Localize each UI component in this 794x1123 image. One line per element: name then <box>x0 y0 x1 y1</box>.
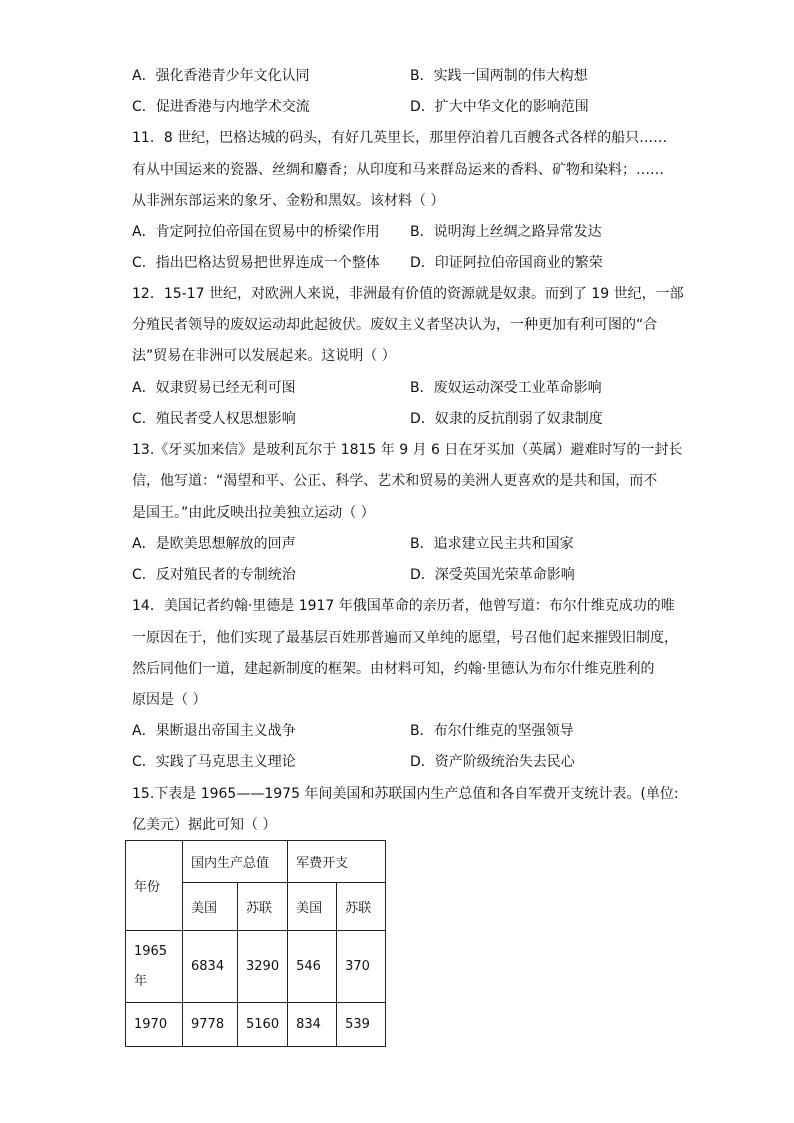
q14-option-d: D．资产阶级统治失去民心 <box>410 754 575 770</box>
table-cell: 9778 <box>183 1003 238 1047</box>
q14-stem-line: 14．美国记者约翰·里德是 1917 年俄国革命的亲历者，他曾写道：布尔什维克成功的唯 <box>132 598 675 614</box>
q11-stem-line: 11．8 世纪，巴格达城的码头，有好几英里长，那里停泊着几百艘各式各样的船只…… <box>132 130 668 146</box>
table-row <box>126 931 386 1003</box>
q11-option-a: A．肯定阿拉伯帝国在贸易中的桥梁作用 <box>132 224 380 240</box>
table-cell: 370 <box>337 931 386 1003</box>
table-cell: 546 <box>288 931 337 1003</box>
q12-option-c: C．殖民者受人权思想影响 <box>132 411 296 427</box>
q15-stem-line: 亿美元）据此可知（ ） <box>132 817 277 833</box>
table-subheader: 美国 <box>183 883 238 931</box>
q14-option-c: C．实践了马克思主义理论 <box>132 754 296 770</box>
table-header-gdp: 国内生产总值 <box>183 841 288 883</box>
q10-option-d: D．扩大中华文化的影响范围 <box>410 99 589 115</box>
q12-option-a: A．奴隶贸易已经无利可图 <box>132 380 296 396</box>
q10-option-b: B．实践一国两制的伟大构想 <box>410 68 588 84</box>
q15-stem-line: 15.下表是 1965——1975 年间美国和苏联国内生产总值和各自军费开支统计表。(单位: <box>132 786 679 802</box>
table-cell: 6834 <box>183 931 238 1003</box>
q14-stem-line: 一原因在于，他们实现了最基层百姓那普遍而又单纯的愿望，号召他们起来摧毁旧制度， <box>132 630 678 646</box>
table-cell: 539 <box>337 1003 386 1047</box>
q12-option-b: B．废奴运动深受工业革命影响 <box>410 380 602 396</box>
q12-stem-line: 12．15-17 世纪，对欧洲人来说，非洲最有价值的资源就是奴隶。而到了 19 世纪，一部 <box>132 286 684 302</box>
table-header-military: 军费开支 <box>288 841 386 883</box>
table-subheader: 苏联 <box>238 883 288 931</box>
table-cell-year: 1965年 <box>126 931 183 1003</box>
q13-stem-line: 是国王。”由此反映出拉美独立运动（ ） <box>132 505 375 521</box>
q10-option-a: A．强化香港青少年文化认同 <box>132 68 310 84</box>
table-cell: 834 <box>288 1003 337 1047</box>
table-cell: 3290 <box>238 931 288 1003</box>
q12-option-d: D．奴隶的反抗削弱了奴隶制度 <box>410 411 603 427</box>
q14-stem-line: 然后同他们一道，建起新制度的框架。由材料可知，约翰·里德认为布尔什维克胜利的 <box>132 661 655 677</box>
q13-option-c: C．反对殖民者的专制统治 <box>132 567 296 583</box>
q11-stem-line: 有从中国运来的瓷器、丝绸和麝香；从印度和马来群岛运来的香料、矿物和染料；…… <box>132 162 664 178</box>
table-cell: 5160 <box>238 1003 288 1047</box>
q12-stem-line: 法”贸易在非洲可以发展起来。这说明（ ） <box>132 348 396 364</box>
q14-option-b: B．布尔什维克的坚强领导 <box>410 723 574 739</box>
table-subheader: 美国 <box>288 883 337 931</box>
q10-option-c: C．促进香港与内地学术交流 <box>132 99 310 115</box>
q13-option-d: D．深受英国光荣革命影响 <box>410 567 575 583</box>
q11-option-c: C．指出巴格达贸易把世界连成一个整体 <box>132 255 380 271</box>
q14-stem-line: 原因是（ ） <box>132 692 207 708</box>
table-header-year: 年份 <box>126 841 183 931</box>
q11-option-d: D．印证阿拉伯帝国商业的繁荣 <box>410 255 603 271</box>
q11-option-b: B．说明海上丝绸之路异常发达 <box>410 224 602 240</box>
q11-stem-line: 从非洲东部运来的象牙、金粉和黑奴。该材料（ ） <box>132 193 445 209</box>
table-row <box>126 1003 386 1047</box>
q13-stem-line: 13.《牙买加来信》是玻利瓦尔于 1815 年 9 月 6 日在牙买加（英属）避难时写的一封长 <box>132 442 683 458</box>
q12-stem-line: 分殖民者领导的废奴运动却此起彼伏。废奴主义者坚决认为，一种更加有利可图的“合 <box>132 317 658 333</box>
q14-option-a: A．果断退出帝国主义战争 <box>132 723 296 739</box>
table-subheader: 苏联 <box>337 883 386 931</box>
q13-stem-line: 信，他写道：“渴望和平、公正、科学、艺术和贸易的美洲人更喜欢的是共和国，而不 <box>132 473 658 489</box>
table-cell-year: 1970 <box>126 1003 183 1047</box>
q13-option-a: A．是欧美思想解放的回声 <box>132 536 296 552</box>
gdp-military-table <box>125 840 386 1047</box>
q13-option-b: B．追求建立民主共和国家 <box>410 536 574 552</box>
